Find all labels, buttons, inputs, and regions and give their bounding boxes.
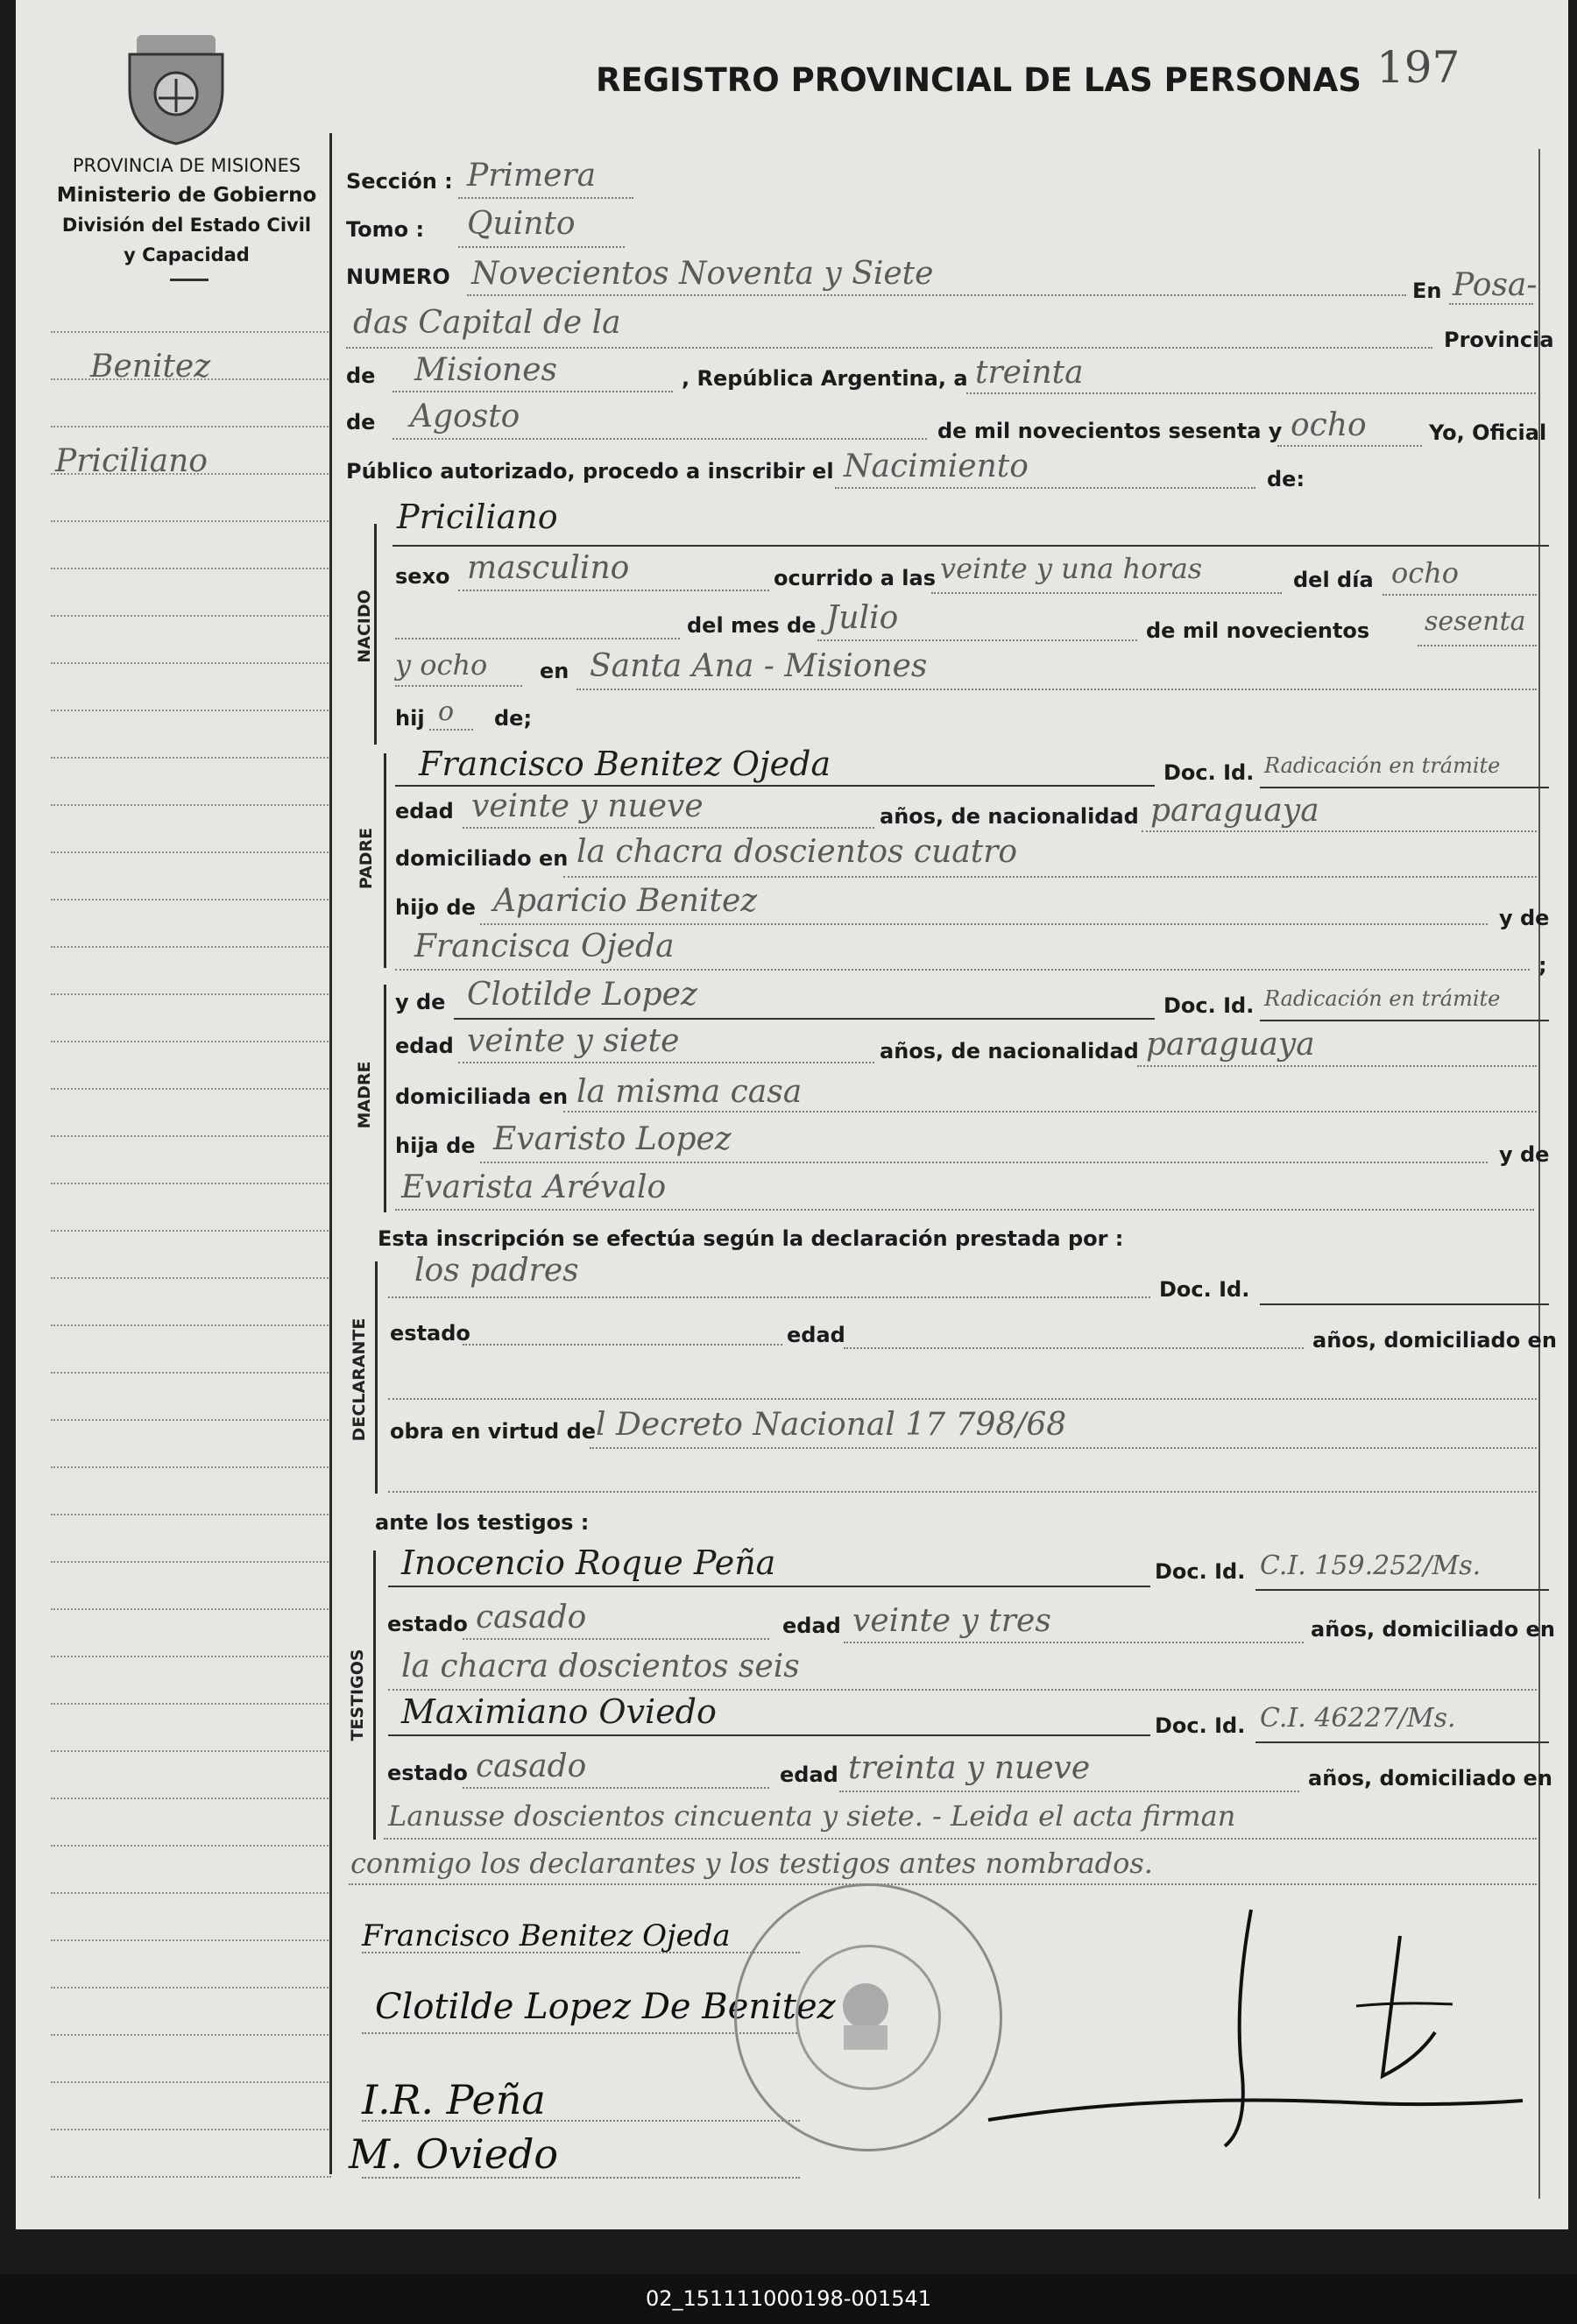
margin-divider: [329, 133, 332, 2174]
dotline: [480, 923, 1488, 925]
label-de-semicolon: de;: [494, 706, 533, 731]
dotline: [388, 1296, 1150, 1298]
value-w1-name: Inocencio Roque Peña: [401, 1543, 776, 1582]
label-en-lower: en: [540, 659, 569, 683]
label-del-mes: del mes de: [687, 613, 817, 638]
margin-ruled-line: [51, 1277, 331, 1279]
label-ocurrido: ocurrido a las: [774, 566, 936, 590]
dotline: [1142, 830, 1537, 832]
label-de-1: de: [346, 364, 376, 388]
value-decree: l Decreto Nacional 17 798/68: [596, 1407, 1067, 1443]
label-publico: Público autorizado, procedo a inscribir el: [346, 459, 834, 484]
value-birth-month: Julio: [826, 600, 899, 636]
value-birth-year-b: y ocho: [395, 648, 488, 682]
value-year-suffix: ocho: [1291, 407, 1367, 443]
dotline: [395, 638, 680, 639]
margin-ruled-line: [51, 1230, 331, 1232]
semicolon: ;: [1538, 953, 1547, 978]
label-y-de-mother2: y de: [1499, 1142, 1550, 1167]
office-line-4: y Capacidad: [124, 244, 250, 265]
value-act: Nacimiento: [844, 449, 1029, 484]
label-edad-mother: edad: [395, 1034, 454, 1058]
label-domiciliado: domiciliado en: [395, 846, 569, 871]
margin-ruled-line: [51, 1892, 331, 1894]
margin-ruled-line: [51, 946, 331, 948]
dotline: [349, 1883, 1537, 1885]
value-mother-addr: la misma casa: [576, 1074, 803, 1110]
margin-ruled-line: [51, 1183, 331, 1184]
madre-bracket: [384, 985, 386, 1212]
label-y-de-mother: y de: [395, 990, 446, 1014]
dotline: [392, 438, 927, 440]
dotline: [458, 1062, 874, 1063]
label-de-2: de: [346, 410, 376, 434]
dotline: [1137, 1065, 1537, 1067]
label-sexo: sexo: [395, 564, 450, 589]
dotline: [463, 1787, 769, 1789]
label-de-mil: de mil novecientos sesenta y: [937, 419, 1283, 443]
label-mil-nov: de mil novecientos: [1146, 618, 1370, 643]
margin-ruled-line: [51, 615, 331, 617]
value-w2-age: treinta y nueve: [848, 1750, 1091, 1786]
label-estado-declarant: estado: [390, 1321, 470, 1346]
margin-ruled-line: [51, 1798, 331, 1799]
provincial-coat-of-arms-icon: [121, 28, 231, 149]
value-numero: Novecientos Noventa y Siete: [471, 256, 934, 292]
file-identifier: 02_151111000198-001541: [0, 2274, 1577, 2324]
signature-witness-2: M. Oviedo: [349, 2130, 559, 2178]
margin-ruled-line: [51, 804, 331, 806]
value-tomo: Quinto: [467, 206, 576, 242]
margin-ruled-line: [51, 1608, 331, 1610]
value-place-b: das Capital de la: [353, 305, 621, 341]
dotline: [931, 592, 1282, 594]
value-father-mother: Francisca Ojeda: [414, 929, 675, 964]
label-anos-nac-mother: años, de nacionalidad: [880, 1039, 1139, 1063]
margin-ruled-line: [51, 1987, 331, 1988]
dotline: [463, 1638, 769, 1640]
margin-ruled-line: [51, 520, 331, 522]
margin-ruled-line: [51, 1419, 331, 1421]
office-line-3: División del Estado Civil: [61, 215, 312, 236]
dotline: [392, 391, 673, 392]
margin-ruled-line: [51, 710, 331, 711]
value-father-addr: la chacra doscientos cuatro: [576, 834, 1018, 870]
margin-ruled-line: [51, 757, 331, 759]
value-seccion: Primera: [467, 158, 597, 194]
dotline: [844, 1642, 1304, 1643]
margin-ruled-line: [51, 1514, 331, 1515]
dotline: [395, 1209, 1534, 1211]
label-republica: , República Argentina, a: [682, 366, 968, 391]
dotline: [458, 590, 769, 591]
solid-line: [1260, 1303, 1549, 1305]
label-edad-declarant: edad: [787, 1323, 845, 1347]
label-yo-oficial: Yo, Oficial: [1429, 420, 1547, 445]
dotline: [590, 1447, 1537, 1449]
value-w1-doc: C.I. 159.252/Ms.: [1260, 1551, 1482, 1581]
margin-ruled-line: [51, 1041, 331, 1042]
label-en: En: [1412, 279, 1442, 303]
solid-line: [1255, 1589, 1549, 1591]
label-esta-inscripcion: Esta inscripción se efectúa según la declaración prestada por :: [378, 1226, 1124, 1251]
dotline: [346, 347, 1432, 349]
dotline: [388, 1398, 1537, 1400]
label-hij: hij: [395, 706, 425, 731]
value-father-father: Aparicio Benitez: [493, 883, 758, 919]
label-seccion: Sección :: [346, 169, 453, 194]
dotline: [1418, 645, 1537, 646]
margin-ruled-line: [51, 851, 331, 853]
solid-line: [395, 785, 1155, 787]
label-estado-w1: estado: [387, 1612, 468, 1636]
label-tomo: Tomo :: [346, 217, 425, 242]
dotline: [384, 1838, 1537, 1840]
margin-ruled-line: [51, 1703, 331, 1705]
dotline: [463, 1344, 782, 1346]
margin-ruled-line: [51, 1372, 331, 1374]
label-doc-id-declarant: Doc. Id.: [1159, 1277, 1250, 1302]
official-signature-icon: [979, 1901, 1540, 2164]
label-provincia: Provincia: [1444, 328, 1554, 352]
value-birth-day: ocho: [1391, 556, 1460, 590]
office-underline: [170, 279, 209, 281]
label-edad-father: edad: [395, 799, 454, 823]
value-place-a: Posa-: [1453, 267, 1538, 303]
value-w2-name: Maximiano Oviedo: [401, 1692, 717, 1731]
value-father-doc: Radicación en trámite: [1264, 753, 1501, 778]
label-hija-de: hija de: [395, 1134, 476, 1158]
dotline: [388, 1491, 1537, 1493]
value-father-nat: paraguaya: [1150, 793, 1319, 829]
value-birth-place: Santa Ana - Misiones: [590, 648, 928, 684]
value-mother-name: Clotilde Lopez: [467, 977, 697, 1013]
dotline: [463, 827, 874, 829]
register-page: [16, 0, 1568, 2229]
margin-ruled-line: [51, 331, 331, 333]
testigos-bracket: [373, 1551, 376, 1840]
margin-ruled-line: [51, 993, 331, 995]
solid-line: [388, 1734, 1150, 1736]
margin-ruled-line: [51, 2129, 331, 2130]
value-birth-year-a: sesenta: [1425, 606, 1526, 637]
value-mother-father: Evaristo Lopez: [493, 1121, 732, 1157]
value-month: Agosto: [410, 399, 520, 434]
margin-ruled-line: [51, 899, 331, 901]
value-father-age: veinte y nueve: [471, 788, 704, 824]
dotline: [429, 729, 473, 731]
stamp-seal-icon: [826, 1971, 905, 2059]
margin-ruled-line: [51, 426, 331, 427]
margin-ruled-line: [51, 1750, 331, 1752]
label-edad-w1: edad: [782, 1614, 841, 1638]
margin-ruled-line: [51, 1656, 331, 1657]
label-doc-id-father: Doc. Id.: [1163, 760, 1255, 785]
value-sex: masculino: [467, 550, 630, 586]
margin-ruled-line: [51, 1845, 331, 1847]
label-anos-nac-father: años, de nacionalidad: [880, 804, 1139, 829]
solid-line: [1260, 787, 1549, 788]
side-label-nacido: NACIDO: [355, 590, 374, 663]
office-line-2: Ministerio de Gobierno: [56, 184, 317, 207]
margin-ruled-line: [51, 1939, 331, 1941]
margin-ruled-line: [51, 1088, 331, 1090]
dotline: [563, 1111, 1537, 1113]
value-mother-doc: Radicación en trámite: [1264, 986, 1501, 1011]
margin-surname: Benitez: [90, 349, 211, 385]
side-label-madre: MADRE: [355, 1061, 374, 1129]
dotline: [839, 1791, 1299, 1792]
signature-father: Francisco Benitez Ojeda: [362, 1918, 731, 1953]
dotline: [1277, 445, 1422, 447]
margin-given-name: Priciliano: [55, 443, 208, 479]
value-child-name: Priciliano: [397, 498, 558, 536]
margin-ruled-line: [51, 1561, 331, 1563]
dotline: [844, 1347, 1304, 1349]
value-w2-state: casado: [476, 1748, 587, 1784]
label-ante-testigos: ante los testigos :: [375, 1510, 590, 1535]
value-mother-age: veinte y siete: [467, 1023, 680, 1059]
margin-ruled-line: [51, 2034, 331, 2036]
label-hijo-de: hijo de: [395, 895, 476, 920]
label-de-colon: de:: [1267, 467, 1305, 491]
dotline: [835, 487, 1255, 489]
dotline: [467, 294, 1406, 296]
value-hour: veinte y una horas: [940, 552, 1203, 585]
solid-line: [1255, 1741, 1549, 1743]
solid-line: [388, 1586, 1150, 1587]
label-anos-dom-w1: años, domiciliado en: [1311, 1617, 1555, 1642]
margin-ruled-line: [51, 2081, 331, 2083]
margin-ruled-line: [51, 1324, 331, 1326]
dotline: [563, 876, 1537, 878]
side-label-testigos: TESTIGOS: [348, 1649, 367, 1741]
value-day: treinta: [975, 355, 1084, 391]
issuing-office: [42, 151, 331, 270]
nacido-bracket: [374, 524, 377, 745]
margin-ruled-line: [51, 1135, 331, 1137]
value-mother-nat: paraguaya: [1146, 1027, 1315, 1063]
label-obra: obra en virtud de: [390, 1419, 597, 1444]
dotline: [480, 1162, 1488, 1163]
dotline: [576, 689, 1537, 690]
office-line-1: PROVINCIA DE MISIONES: [72, 155, 301, 176]
solid-line: [454, 1018, 1155, 1020]
signature-witness-1: I.R. Peña: [362, 2076, 546, 2123]
declarante-bracket: [375, 1261, 378, 1494]
value-w1-age: veinte y tres: [852, 1603, 1051, 1639]
value-w2-addr: Lanusse doscientos cincuenta y siete. - Leida el acta firman: [388, 1799, 1236, 1833]
value-province: Misiones: [414, 352, 558, 388]
side-label-declarante: DECLARANTE: [350, 1317, 369, 1442]
value-mother-mother: Evarista Arévalo: [401, 1169, 667, 1205]
dotline: [458, 197, 633, 199]
record-number: 197: [1376, 42, 1460, 93]
solid-line: [1260, 1020, 1549, 1021]
label-doc-id-w1: Doc. Id.: [1155, 1559, 1246, 1584]
dotline: [395, 969, 1530, 971]
margin-ruled-line: [51, 2176, 331, 2178]
value-w1-state: casado: [476, 1600, 587, 1635]
dotline: [1449, 303, 1533, 305]
value-hij-suffix: o: [438, 696, 455, 727]
label-edad-w2: edad: [780, 1762, 838, 1787]
label-del-dia: del día: [1293, 568, 1374, 592]
side-label-padre: PADRE: [357, 827, 376, 890]
dotline: [817, 639, 1137, 641]
label-anos-dom-w2: años, domiciliado en: [1308, 1766, 1552, 1791]
dotline: [395, 685, 522, 687]
label-doc-id-mother: Doc. Id.: [1163, 993, 1255, 1018]
dotline: [458, 246, 625, 248]
value-father-name: Francisco Benitez Ojeda: [419, 745, 831, 783]
dotline: [966, 392, 1536, 394]
value-w2-doc: C.I. 46227/Ms.: [1260, 1703, 1456, 1734]
dotline: [1383, 594, 1537, 596]
label-estado-w2: estado: [387, 1761, 468, 1785]
signature-mother: Clotilde Lopez De Benitez: [375, 1987, 836, 2027]
padre-bracket: [384, 753, 386, 968]
label-numero: NUMERO: [346, 265, 450, 289]
register-title: REGISTRO PROVINCIAL DE LAS PERSONAS: [596, 61, 1361, 99]
value-closing: conmigo los declarantes y los testigos antes nombrados.: [350, 1847, 1153, 1880]
label-domiciliada: domiciliada en: [395, 1084, 569, 1109]
solid-line: [392, 545, 1549, 547]
label-y-de-father: y de: [1499, 906, 1550, 930]
label-doc-id-w2: Doc. Id.: [1155, 1713, 1246, 1738]
margin-ruled-line: [51, 1466, 331, 1468]
margin-ruled-line: [51, 568, 331, 569]
dotline: [388, 1689, 1537, 1691]
value-w1-addr: la chacra doscientos seis: [401, 1649, 800, 1685]
right-edge-rule: [1538, 149, 1540, 2199]
value-declarant: los padres: [414, 1253, 579, 1289]
label-anos-dom-declarant: años, domiciliado en: [1312, 1328, 1557, 1353]
margin-ruled-line: [51, 662, 331, 664]
